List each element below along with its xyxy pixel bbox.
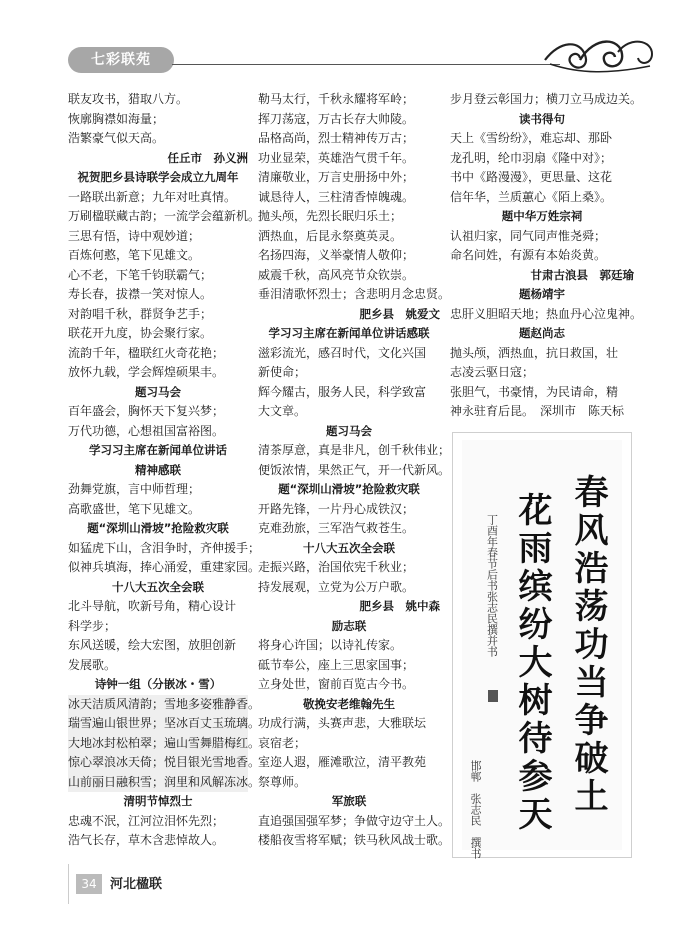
couplet-line: 直追强国强军梦；争做守边守土人。 (258, 813, 451, 828)
couplet-line: 浩繁豪气似天高。 (68, 131, 165, 145)
couplet-line: 勒马太行，千秋永耀将军岭； (258, 92, 415, 106)
text-column-3 (450, 90, 643, 422)
couplet-line: 抛头颅，先烈长眠归乐土； (258, 209, 403, 223)
couplet-line: 万代功德，心想祖国富裕图。 (68, 423, 225, 438)
couplet-heading: 励志联 (331, 618, 367, 633)
couplet-heading: 题“深圳山滑坡”抢险救灾联 (87, 521, 229, 535)
couplet-heading: 题习马会 (326, 423, 372, 438)
couplet-heading: 题赵尚志 (519, 326, 565, 340)
text-column-1 (68, 90, 261, 851)
couplet-line: 垂泪清歌怀烈士；含悲明月念忠贤。 (258, 287, 451, 301)
couplet-line: 一路联出新意；九年对吐真情。 (68, 189, 237, 204)
couplet-heading: 祝贺肥乡县诗联学会成立九周年 (77, 170, 239, 184)
couplet-heading: 学习习主席在新闻单位讲话感联 (268, 326, 430, 340)
couplet-heading: 题中华万姓宗祠 (501, 209, 583, 223)
couplet-line: 认祖归家，同气同声惟尧舜； (450, 228, 607, 243)
magazine-title: 河北楹联 (110, 877, 163, 892)
couplet-line: 书中《路漫漫》，更思量、这花 (450, 170, 613, 184)
couplet-heading: 精神感联 (135, 462, 181, 477)
couplet-heading: 清明节悼烈士 (123, 794, 193, 808)
couplet-line: 百炼何憨，笔下见雄文。 (68, 248, 201, 262)
couplet-line: 志凌云驱日寇； (450, 365, 535, 379)
couplet-line: 放怀九载，学会辉煌硕果丰。 (68, 365, 225, 379)
couplet-line: 哀宿老； (258, 735, 307, 750)
couplet-heading: 题习马会 (135, 384, 181, 399)
couplet-line: 将身心许国；以诗礼传家。 (258, 638, 403, 652)
couplet-line: 诚恳待人，三柱清香悼魄魂。 (258, 189, 415, 204)
page-header (0, 0, 690, 80)
couplet-line: 高歌盛世，笔下见雄文。 (68, 501, 201, 516)
seal-stamp (488, 690, 498, 702)
couplet-line: 联友攻书，猎取八方。 (68, 92, 189, 106)
couplet-line: 室迩人遐，雁滩歌泣，清平教苑 (258, 755, 427, 769)
couplet-line: 楼船夜雪将军赋；铁马秋风战士歌。 (258, 833, 451, 847)
decorative-swirl-icon (540, 30, 660, 80)
calligraphy-artwork (462, 440, 622, 850)
couplet-line: 滋彩流光，感召时代，文化兴国 (258, 345, 427, 360)
couplet-line: 大文章。 (258, 404, 307, 418)
couplet-line: 忠肝义胆昭天地；热血丹心泣鬼神。 (450, 306, 643, 321)
couplet-line: 科学步； (68, 618, 117, 633)
calligraphy-right-line: 春风浩荡功当争破土 (568, 474, 608, 816)
couplet-line: 神永驻育后昆。 深圳市 陈天标 (450, 404, 625, 418)
couplet-line: 品格高尚，烈士精神传万古； (258, 131, 415, 145)
couplet-line: 联花开九度，协会聚行家。 (68, 326, 213, 340)
couplet-line: 东风送暖，绘大宏图，放胆创新 (68, 638, 237, 652)
couplet-heading: 敬挽安老维翰先生 (303, 696, 395, 711)
couplet-line: 威震千秋，高风亮节众钦崇。 (258, 267, 415, 282)
couplet-line: 抛头颅，洒热血，抗日救国，壮 (450, 345, 619, 360)
calligraphy-inscription: 丁酉年春节后书张志民撰并书 (485, 514, 499, 657)
couplet-line: 龙孔明，纶巾羽扇《隆中对》； (450, 150, 613, 165)
calligraphy-credit: 邯郸 张志民 撰书 (469, 760, 482, 859)
couplet-line: 百年盛会，胸怀天下复兴梦； (68, 404, 225, 418)
couplet-heading: 十八大五次全会联 (112, 579, 204, 594)
couplet-line: 发展歌。 (68, 657, 117, 672)
couplet-line: 砥节奉公，座上三思家国事； (258, 657, 415, 672)
couplet-line: 功成行满，头赛声悲，大雅联坛 (258, 716, 427, 730)
section-tag: 七彩联苑 (68, 47, 174, 73)
author-line: 肥乡县 姚爱文 (359, 306, 440, 321)
couplet-line: 清茶厚意，真是非凡，创千秋伟业； (258, 443, 451, 457)
header-rule (172, 64, 560, 65)
couplet-line: 大地冰封松柏翠；遍山雪舞腊梅红。 (68, 734, 248, 754)
couplet-line: 辉今耀古，服务人民，科学致富 (258, 384, 427, 399)
couplet-line: 步月登云彰国力；横刀立马成边关。 (450, 92, 643, 106)
couplet-line: 忠魂不泯，江河泣泪怀先烈； (68, 813, 225, 828)
couplet-line: 张胆气，书豪情，为民请命，精 (450, 384, 619, 399)
couplet-line: 万刷楹联藏古韵；一流学会蕴新机。 (68, 209, 261, 223)
couplet-line: 便饭浓情，果然正气，开一代新风。 (258, 462, 451, 477)
couplet-line: 心不老，下笔千钧联霸气； (68, 267, 213, 282)
author-line: 任丘市 孙义洲 (167, 150, 248, 165)
couplet-line: 走振兴路，治国依宪千秋业； (258, 560, 415, 574)
couplet-line: 寿长春，拔襟一笑对惊人。 (68, 287, 213, 301)
couplet-line: 山前丽日融积雪；润里和风解冻冰。 (68, 773, 248, 793)
couplet-line: 流韵千年，楹联红火奇花艳； (68, 345, 225, 360)
couplet-line: 瑞雪遍山银世界；坚冰百丈玉琉璃。 (68, 714, 248, 734)
couplet-line: 挥刀荡寇，万古长存大帅陵。 (258, 111, 415, 126)
text-column-2 (258, 90, 451, 851)
couplet-line: 天上《雪纷纷》，难忘却、那卧 (450, 131, 613, 145)
couplet-heading: 题“深圳山滑坡”抢险救灾联 (278, 482, 420, 496)
couplet-line: 如猛虎下山，含泪争时，齐伸援手； (68, 540, 261, 555)
couplet-line: 持发展观，立党为公万户歌。 (258, 579, 415, 594)
couplet-heading: 军旅联 (331, 794, 367, 808)
couplet-line: 新使命； (258, 365, 307, 379)
couplet-line: 立身处世，窗前百览古今书。 (258, 677, 415, 691)
couplet-line: 克难劲旅，三军浩气救苍生。 (258, 521, 415, 535)
couplet-line: 似神兵填海，捧心涌爱，重建家园。 (68, 560, 261, 574)
couplet-line: 洒热血，后昆永祭奠英灵。 (258, 228, 403, 243)
calligraphy-left-line: 花雨缤纷大树待参天 (512, 492, 552, 834)
couplet-line: 劲舞党旗，言中师哲理； (68, 482, 201, 496)
couplet-line: 冰天洁质风清韵；雪地多姿雅静香。 (68, 695, 248, 715)
footer-rule (68, 864, 69, 904)
author-line: 肥乡县 姚中森 (359, 599, 440, 613)
couplet-line: 惊心翠浪冰天倚；悦目银光雪地香。 (68, 753, 248, 773)
couplet-heading: 十八大五次全会联 (303, 540, 395, 555)
couplet-heading: 诗钟一组（分嵌冰・雪） (94, 677, 222, 691)
couplet-heading: 学习习主席在新闻单位讲话 (89, 443, 227, 457)
couplet-heading: 题杨靖宇 (519, 287, 565, 301)
couplet-line: 祭尊师。 (258, 774, 307, 789)
couplet-line: 命名问姓，有源有本始炎黄。 (450, 248, 607, 262)
couplet-line: 功业显荣，英雄浩气贯千年。 (258, 150, 415, 165)
couplet-line: 信年华，兰质蕙心《陌上桑》。 (450, 189, 613, 204)
couplet-line: 对韵唱千秋，群贤争艺手； (68, 306, 213, 321)
couplet-line: 北斗导航，吹新号角，精心设计 (68, 599, 237, 613)
author-line: 甘肃古浪县 郭廷瑜 (530, 267, 634, 282)
couplet-line: 三思有悟，诗中观妙道； (68, 228, 201, 243)
couplet-line: 恢廓胸襟如海量； (68, 111, 165, 126)
couplet-heading: 读书得句 (519, 111, 565, 126)
couplet-line: 开路先锋，一片丹心成铁汉； (258, 501, 415, 516)
couplet-line: 清廉敬业，万言史册扬中外； (258, 170, 415, 184)
couplet-line: 浩气长存，草木含悲悼故人。 (68, 833, 225, 847)
page-number: 34 (76, 874, 102, 894)
couplet-line: 名扬四海，义举豪情人敬仰； (258, 248, 415, 262)
